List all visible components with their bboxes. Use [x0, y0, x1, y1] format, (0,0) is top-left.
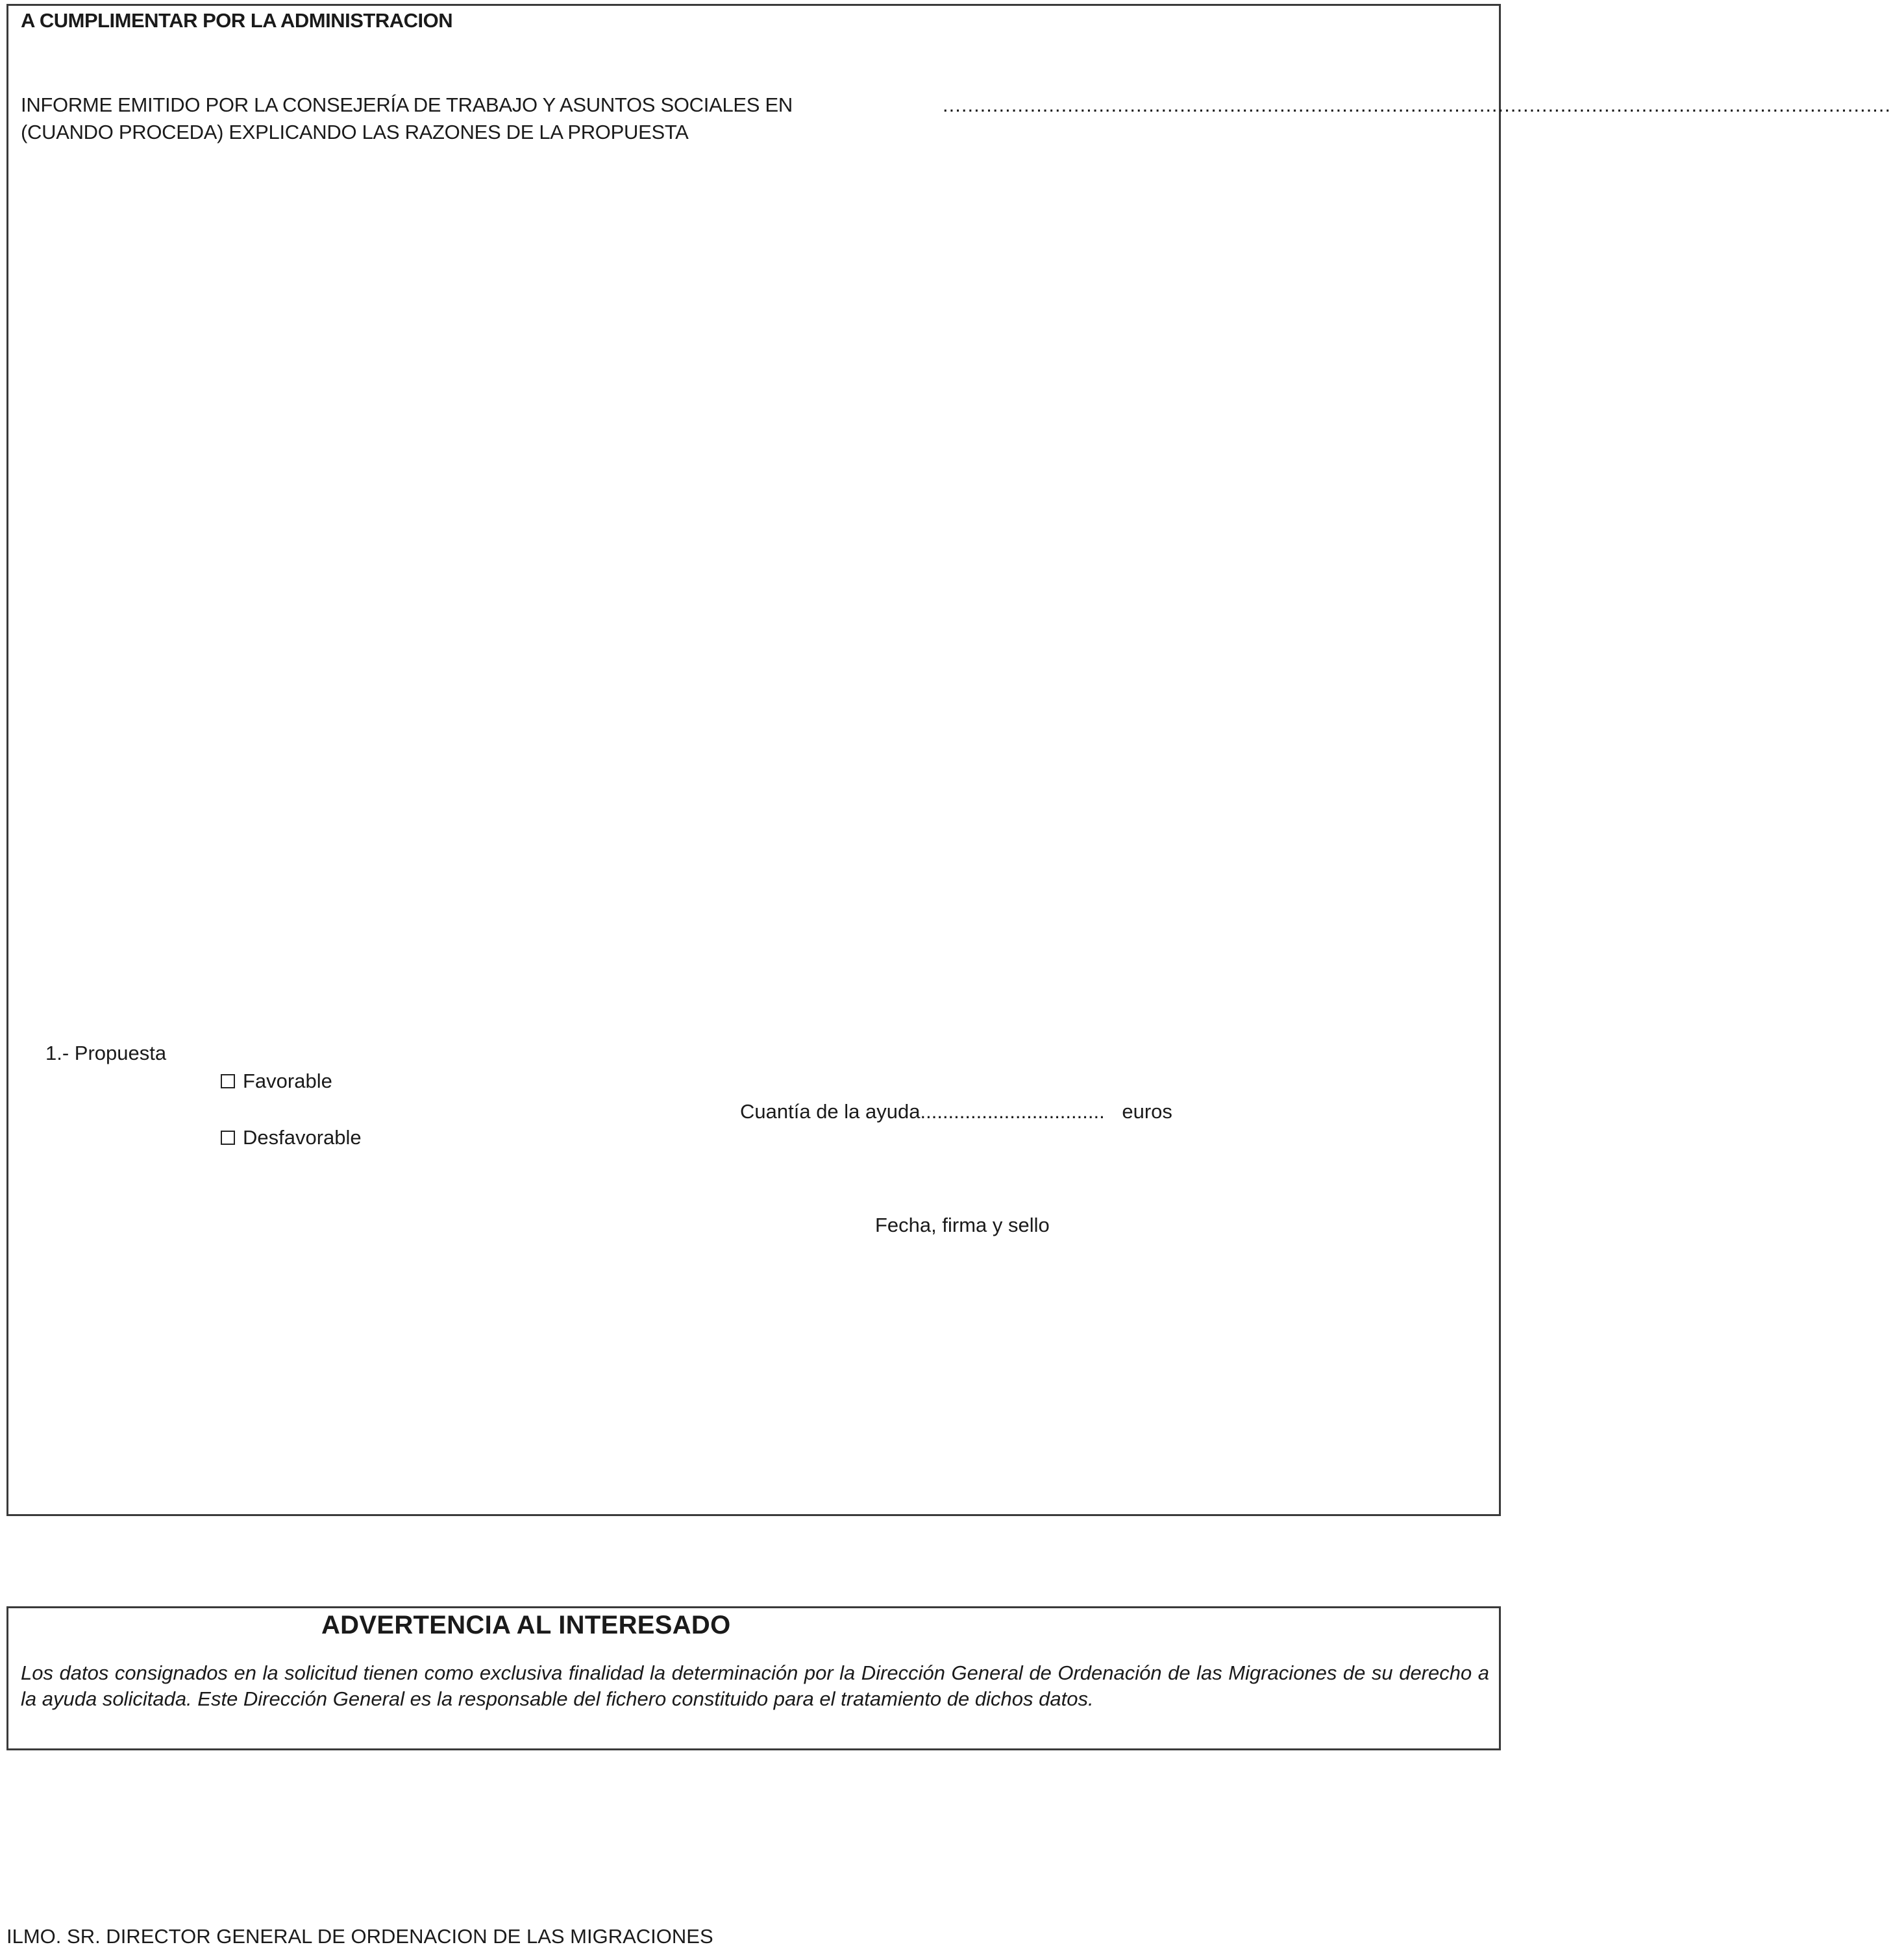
report-issued-line: INFORME EMITIDO POR LA CONSEJERÍA DE TRABAJO Y ASUNTOS SOCIALES EN	[21, 93, 793, 116]
addressee-line: ILMO. SR. DIRECTOR GENERAL DE ORDENACION DE LAS MIGRACIONES	[6, 1925, 713, 1948]
checkbox-unfavorable[interactable]	[221, 1131, 235, 1145]
checkbox-favorable[interactable]	[221, 1074, 235, 1088]
favorable-label: Favorable	[243, 1070, 332, 1092]
report-explanation-line: (CUANDO PROCEDA) EXPLICANDO LAS RAZONES DE LA PROPUESTA	[21, 121, 689, 143]
date-signature-seal-label: Fecha, firma y sello	[875, 1214, 1050, 1236]
aid-amount-label: Cuantía de la ayuda.................................	[740, 1100, 1105, 1123]
aid-amount-line[interactable]	[740, 1100, 1172, 1123]
unfavorable-label: Desfavorable	[243, 1126, 362, 1149]
administration-section-box	[6, 4, 1891, 1516]
warning-text: Los datos consignados en la solicitud tienen como exclusiva finalidad la determinación por la Dirección General de Ordenación de las Migraciones de su derecho a la ayuda solicitada. Este Dirección General es la responsable del fichero constituido para el tratamiento de dichos datos.	[21, 1661, 1489, 1710]
proposal-label: 1.- Propuesta	[45, 1042, 167, 1064]
warning-title: ADVERTENCIA AL INTERESADO	[321, 1611, 731, 1639]
administration-heading: A CUMPLIMENTAR POR LA ADMINISTRACION	[21, 9, 453, 32]
option-unfavorable[interactable]	[221, 1126, 362, 1149]
report-location-field[interactable]: ........................................................................................................................................................	[943, 93, 1891, 116]
aid-amount-unit: euros	[1122, 1100, 1172, 1123]
option-favorable[interactable]	[221, 1070, 332, 1093]
